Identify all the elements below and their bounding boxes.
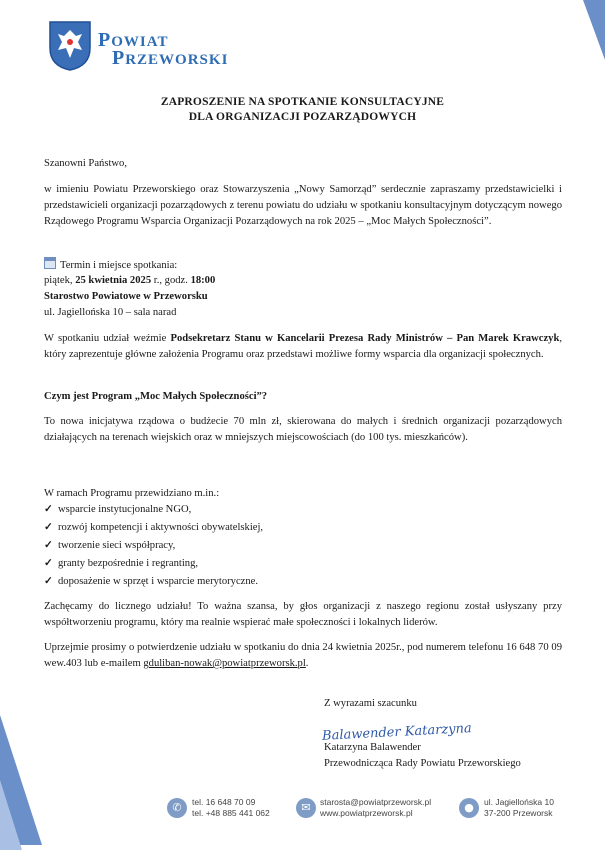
logo [48,20,229,76]
check-icon: ✓ [44,558,53,569]
signer-role: Przewodnicząca Rady Powiatu Przeworskiego [324,758,521,769]
list-intro: W ramach Programu przewidziano m.in.: [44,488,220,499]
closing-regards: Z wyrazami szacunku [324,698,417,709]
program-question: Czym jest Program „Moc Małych Społeczności”? [44,391,268,402]
check-icon: ✓ [44,540,53,551]
intro-paragraph: w imieniu Powiatu Przeworskiego oraz Stowarzyszenia „Nowy Samorząd” serdecznie zapraszamy przedstawicielki i przedstawicieli organizacji pozarządowych z terenu powiatu do udziału w spotkaniu konsultacyjnym dotyczącym nowego Rządowego Programu Wsparcia Organizacji Pozarządowych na rok 2025 – „Moc Małych Społeczności”. [44,184,562,227]
phone-icon: ✆ [167,798,187,818]
document-title [0,95,605,125]
speaker-paragraph [44,331,562,363]
meeting-venue: Starostwo Powiatowe w Przeworsku [44,291,208,302]
meeting-date [44,273,215,289]
encourage-paragraph: Zachęcamy do licznego udziału! To ważna szansa, by głos organizacji z naszego regionu został usłyszany przy współtworzeniu programu, który ma realnie wspierać małe społeczności i lokalnych liderów. [44,601,562,628]
title-line-2: DLA ORGANIZACJI POZARZĄDOWYCH [188,111,417,123]
meeting-address: ul. Jagiellońska 10 – sala narad [44,307,177,318]
greeting: Szanowni Państwo, [44,158,127,169]
signer-name: Katarzyna Balawender [324,742,421,753]
date-bold: 25 kwietnia 2025 [75,275,152,286]
footer-email[interactable]: starosta@powiatprzeworsk.pl [320,797,432,807]
email-link[interactable]: gduliban-nowak@powiatprzeworsk.pl [143,658,306,669]
confirm-post: . [305,658,309,669]
location-pin-icon: ● [459,798,479,818]
corner-decoration-top-right [583,0,605,60]
confirm-pre: Uprzejmie prosimy o potwierdzenie udziału w spotkaniu do dnia 24 kwietnia 2025r., pod numerem telefonu 16 648 70 09 wew.403 lub e-mailem [44,642,562,669]
list-item-text: rozwój kompetencji i aktywności obywatelskiej, [58,522,264,533]
corner-decoration-bottom-left-light [0,780,22,850]
list-item-text: granty bezpośrednie i regranting, [58,558,199,569]
coat-of-arms-icon [48,20,92,72]
date-mid: r., godz. [151,275,191,286]
list-item [44,502,191,518]
footer-www[interactable]: www.powiatprzeworsk.pl [320,808,413,818]
list-item-text: doposażenie w sprzęt i wsparcie merytoryczne. [58,576,259,587]
check-icon: ✓ [44,522,53,533]
list-item [44,574,258,590]
check-icon: ✓ [44,576,53,587]
list-item-text: tworzenie sieci współpracy, [58,540,176,551]
program-description: To nowa inicjatywa rządowa o budżecie 70 mln zł, skierowana do małych i średnich organizacji pozarządowych działających na terenach wiejskich oraz w mniejszych miejscowościach (do 100 tys. mieszkańców). [44,416,562,443]
list-item [44,556,198,572]
list-item-text: wsparcie instytucjonalne NGO, [58,504,192,515]
list-item [44,538,175,554]
footer-address [484,797,554,819]
confirm-paragraph [44,640,562,672]
footer-phones [192,797,270,819]
speaker-bold: Podsekretarz Stanu w Kancelarii Prezesa Rady Ministrów – Pan Marek Krawczyk [170,333,560,344]
footer-address-1: ul. Jagiellońska 10 [484,797,554,807]
signature: Balawender Katarzyna [321,721,473,744]
date-prefix: piątek, [44,275,76,286]
footer-tel-1: tel. 16 648 70 09 [192,797,256,807]
meeting-label: Termin i miejsce spotkania: [60,260,178,271]
footer-contact [320,797,431,819]
footer-tel-2: tel. +48 885 441 062 [192,808,270,818]
footer-address-2: 37-200 Przeworsk [484,808,553,818]
check-icon: ✓ [44,504,53,515]
meeting-label-row [44,257,177,274]
mail-icon: ✉ [296,798,316,818]
speaker-post: , który zaprezentuje główne założenia Programu oraz przedstawi możliwe formy wsparcia dla organizacji społecznych. [44,333,562,360]
brand-name: POWIAT PRZEWORSKI [98,29,229,69]
calendar-icon [44,257,56,269]
title-line-1: ZAPROSZENIE NA SPOTKANIE KONSULTACYJNE [160,96,445,108]
speaker-pre: W spotkaniu udział weźmie [44,333,171,344]
list-item [44,520,263,536]
time-bold: 18:00 [190,275,216,286]
